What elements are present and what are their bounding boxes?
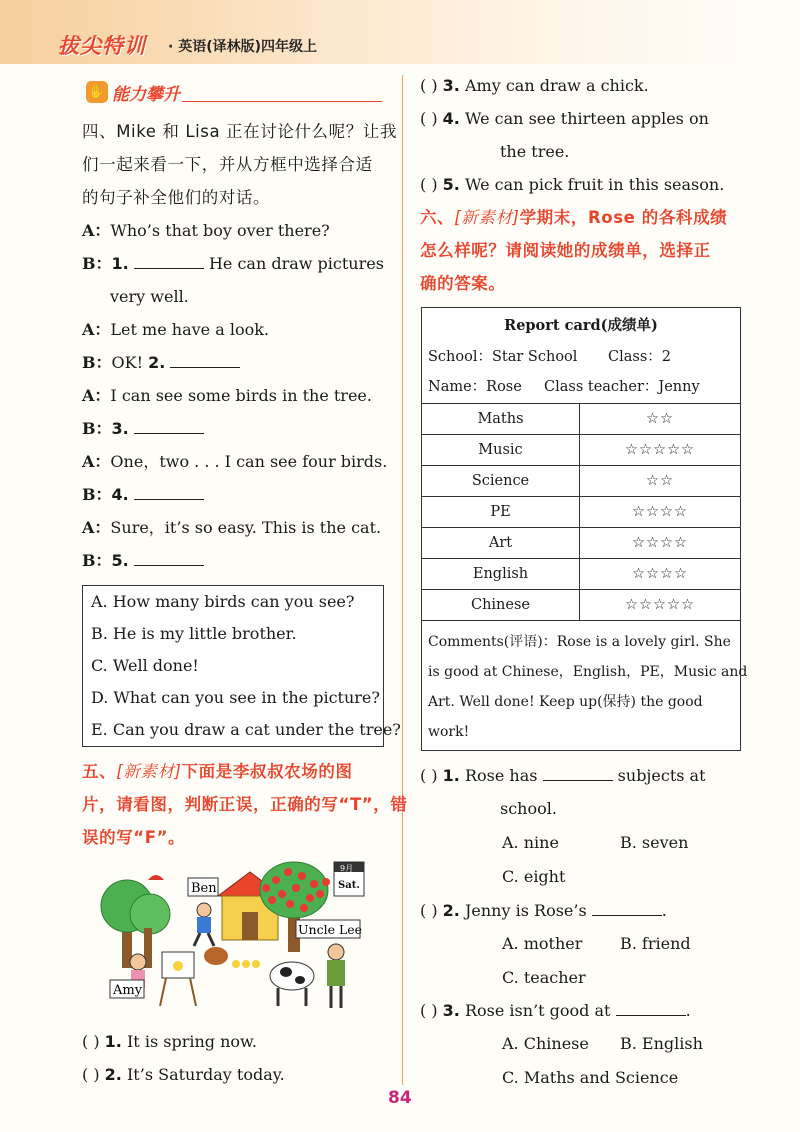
- answer-blank-1[interactable]: [134, 254, 204, 269]
- comments-line-2: is good at Chinese，English，PE，Music and: [428, 664, 748, 680]
- q6-question-3: ( ) 3. Rose isn’t good at .: [420, 1001, 691, 1020]
- q5-item-2: ( ) 2. It’s Saturday today.: [82, 1065, 285, 1084]
- column-divider: [402, 75, 403, 1085]
- cow-icon: [270, 962, 314, 990]
- option-a: A. How many birds can you see?: [91, 592, 355, 611]
- dialogue-line: A：Let me have a look.: [82, 320, 269, 339]
- subject-cell: Science: [422, 466, 580, 497]
- farm-picture: [100, 856, 380, 1026]
- q5-instruction-line-1: 五、[新素材]下面是李叔叔农场的图: [82, 762, 353, 781]
- option-d: D. What can you see in the picture?: [91, 688, 380, 707]
- q5-item-1: ( ) 1. It is spring now.: [82, 1032, 257, 1051]
- table-row: [422, 528, 741, 559]
- q4-instruction-line-2: 们一起来看一下，并从方框中选择合适: [82, 155, 373, 174]
- page-number: 84: [388, 1088, 412, 1108]
- q6-q1-option-c: C. eight: [502, 867, 566, 886]
- chick-icon: [252, 960, 260, 968]
- answer-blank[interactable]: [616, 1001, 686, 1016]
- stars-cell: ☆☆☆☆☆: [580, 590, 741, 621]
- table-row: [422, 466, 741, 497]
- ben-shirt: [197, 917, 211, 933]
- label-amy: Amy: [113, 983, 143, 998]
- calendar-month: 9月: [340, 864, 354, 873]
- hand-icon: ✋: [86, 81, 108, 103]
- subject-cell: Art: [422, 528, 580, 559]
- dialogue-line: B：3.: [82, 419, 204, 439]
- subject-cell: Music: [422, 435, 580, 466]
- report-card-name: Name：Rose: [428, 379, 522, 395]
- section-heading: [86, 79, 386, 109]
- header-subtitle: · 英语(译林版)四年级上: [168, 39, 317, 55]
- stars-cell: ☆☆☆☆: [580, 559, 741, 590]
- q6-q1-option-b: B. seven: [620, 833, 689, 852]
- table-row: [422, 404, 741, 435]
- stars-cell: ☆☆: [580, 404, 741, 435]
- q5-item-4: ( ) 4. We can see thirteen apples on: [420, 109, 709, 128]
- option-b: B. He is my little brother.: [91, 624, 297, 643]
- ben-figure: [197, 903, 211, 917]
- calendar-day: Sat.: [338, 880, 360, 891]
- q5-item-4-cont: the tree.: [500, 142, 570, 161]
- stars-cell: ☆☆: [580, 466, 741, 497]
- chick-icon: [242, 960, 250, 968]
- report-card-school: School：Star School: [428, 349, 578, 365]
- answer-blank-4[interactable]: [134, 485, 204, 500]
- q6-q1-option-a: A. nine: [502, 833, 559, 852]
- dialogue-line: B：5.: [82, 551, 204, 571]
- dialogue-line: B：OK! 2.: [82, 353, 240, 373]
- dialogue-line: B：4.: [82, 485, 204, 505]
- q4-instruction-line-1: 四、Mike 和 Lisa 正在讨论什么呢？让我: [82, 122, 398, 141]
- report-card-teacher: Class teacher：Jenny: [544, 379, 700, 395]
- uncle-lee-figure: [328, 944, 344, 960]
- answer-blank-3[interactable]: [134, 419, 204, 434]
- hen-icon: [204, 947, 228, 965]
- answer-blank[interactable]: [592, 901, 662, 916]
- dialogue-line: A：I can see some birds in the tree.: [82, 386, 372, 405]
- section-heading-label: 能力攀升: [112, 85, 180, 105]
- stars-cell: ☆☆☆☆: [580, 528, 741, 559]
- q6-q3-option-c: C. Maths and Science: [502, 1068, 679, 1087]
- dialogue-line-cont: very well.: [110, 287, 189, 306]
- subject-cell: PE: [422, 497, 580, 528]
- uncle-lee-clothes: [327, 960, 345, 986]
- subject-cell: Maths: [422, 404, 580, 435]
- q6-question-1-cont: school.: [500, 799, 557, 818]
- dialogue-line: A：Who’s that boy over there?: [82, 221, 330, 240]
- grades-table: [421, 403, 741, 621]
- report-card-title: Report card(成绩单): [504, 317, 658, 334]
- subject-cell: Chinese: [422, 590, 580, 621]
- q6-instruction-line-3: 确的答案。: [420, 274, 506, 293]
- mushroom-icon: [148, 875, 164, 880]
- q6-instruction-line-1: 六、[新素材]学期末，Rose 的各科成绩: [420, 208, 728, 227]
- report-card: [421, 307, 748, 751]
- q6-instruction-line-2: 怎么样呢？请阅读她的成绩单，选择正: [420, 241, 711, 260]
- label-ben: Ben: [191, 881, 217, 896]
- stars-cell: ☆☆☆☆: [580, 497, 741, 528]
- table-row: [422, 497, 741, 528]
- option-e: E. Can you draw a cat under the tree?: [91, 720, 401, 739]
- chick-icon: [232, 960, 240, 968]
- q4-instruction-line-3: 的句子补全他们的对话。: [82, 188, 271, 207]
- answer-blank-5[interactable]: [134, 551, 204, 566]
- q6-q2-option-a: A. mother: [502, 934, 583, 953]
- q5-item-5: ( ) 5. We can pick fruit in this season.: [420, 175, 725, 194]
- label-uncle-lee: Uncle Lee: [298, 922, 363, 937]
- comments-line-4: work!: [428, 724, 470, 740]
- q6-question-1: ( ) 1. Rose has subjects at: [420, 766, 706, 785]
- stars-cell: ☆☆☆☆☆: [580, 435, 741, 466]
- q6-q3-option-a: A. Chinese: [502, 1034, 589, 1053]
- amy-figure: [130, 954, 146, 970]
- table-row: [422, 435, 741, 466]
- q6-q2-option-c: C. teacher: [502, 968, 586, 987]
- report-card-class: Class：2: [608, 349, 671, 365]
- q6-q2-option-b: B. friend: [620, 934, 691, 953]
- house-door: [242, 912, 258, 940]
- q5-item-3: ( ) 3. Amy can draw a chick.: [420, 76, 649, 95]
- q5-instruction-line-3: 误的写“F”。: [82, 828, 186, 847]
- answer-blank[interactable]: [543, 766, 613, 781]
- dialogue-line: A：Sure，it’s so easy. This is the cat.: [82, 518, 382, 537]
- comments-line-3: Art. Well done! Keep up(保持) the good: [428, 694, 703, 710]
- table-row: [422, 559, 741, 590]
- dialogue-line: B：1. He can draw pictures: [82, 254, 384, 273]
- q6-question-2: ( ) 2. Jenny is Rose’s .: [420, 901, 667, 920]
- options-box: [82, 585, 401, 747]
- option-c: C. Well done!: [91, 656, 199, 675]
- comments-line-1: Comments(评语)：Rose is a lovely girl. She: [428, 634, 731, 650]
- dialogue-line: A：One，two . . . I can see four birds.: [82, 452, 388, 471]
- brand-title: 拔尖特训: [58, 34, 146, 58]
- q6-q3-option-b: B. English: [620, 1034, 703, 1053]
- subject-cell: English: [422, 559, 580, 590]
- q5-instruction-line-2: 片，请看图，判断正误，正确的写“T”，错: [82, 795, 408, 814]
- answer-blank-2[interactable]: [170, 353, 240, 368]
- table-row: [422, 590, 741, 621]
- heading-underline: [182, 101, 382, 102]
